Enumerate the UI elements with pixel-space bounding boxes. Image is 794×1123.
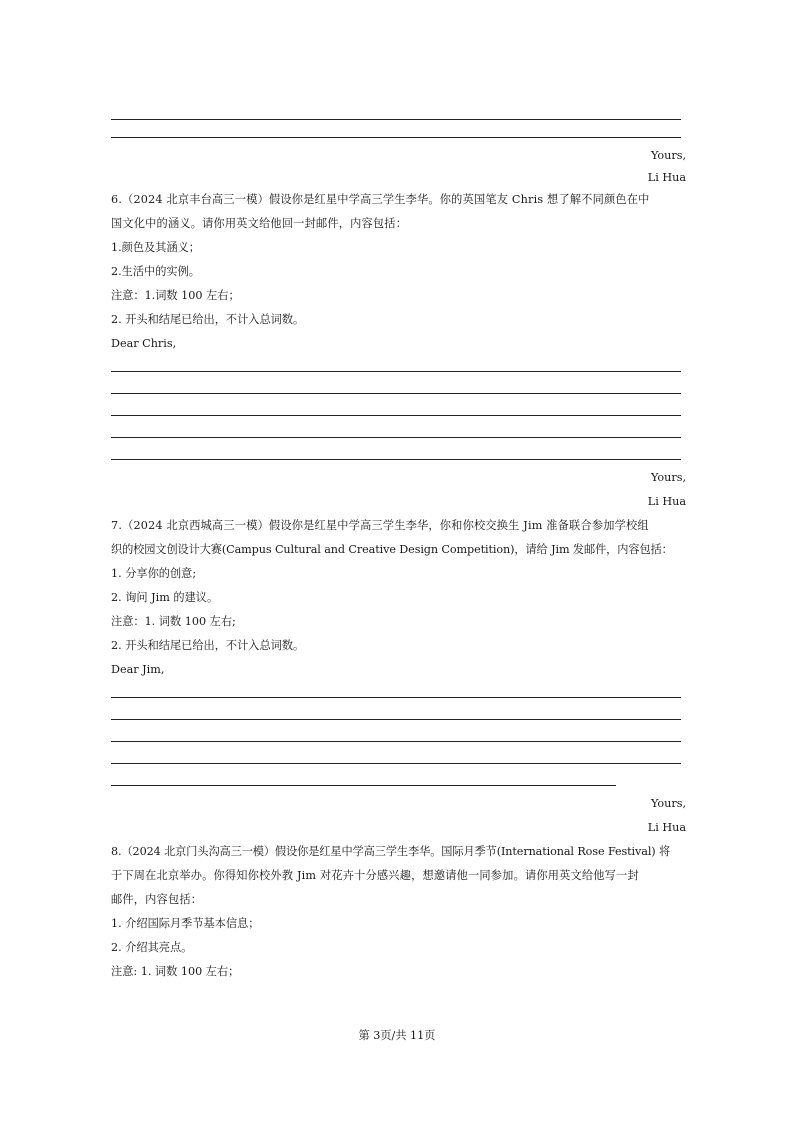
answer-line[interactable] — [111, 108, 686, 122]
question-prompt: 7.（2024 北京西城高三一模）假设你是红星中学高三学生李华，你和你校交换生 Jim 准备联合参加学校组 — [111, 519, 649, 532]
content-point: 1. 介绍国际月季节基本信息； — [111, 917, 260, 930]
answer-line[interactable] — [111, 122, 686, 144]
question-prompt: 国文化中的涵义。请你用英文给他回一封邮件，内容包括： — [111, 217, 408, 230]
content-point: 1. 分享你的创意; — [111, 567, 197, 580]
signature: Li Hua — [647, 821, 686, 834]
answer-line[interactable] — [111, 682, 686, 704]
page-content — [111, 108, 686, 984]
answer-line[interactable] — [111, 378, 686, 400]
note: 注意：1. 词数 100 左右; — [111, 615, 236, 628]
answer-line[interactable] — [111, 726, 686, 748]
closing: Yours, — [651, 149, 686, 162]
question-prompt: 6.（2024 北京丰台高三一模）假设你是红星中学高三学生李华。你的英国笔友 Chris 想了解不同颜色在中 — [111, 193, 650, 206]
question-8 — [111, 840, 686, 984]
salutation: Dear Chris, — [111, 337, 177, 350]
question-6 — [111, 188, 686, 514]
closing: Yours, — [651, 797, 686, 810]
note: 注意：1.词数 100 左右； — [111, 289, 240, 302]
note: 2. 开头和结尾已给出，不计入总词数。 — [111, 639, 305, 652]
question-prompt: 于下周在北京举办。你得知你校外教 Jim 对花卉十分感兴趣，想邀请他一同参加。请你用英文给他写一封 — [111, 869, 639, 882]
question-7 — [111, 514, 686, 840]
page-footer: 第 3页/共 11页 — [358, 1029, 436, 1042]
question-prompt: 织的校园文创设计大赛(Campus Cultural and Creative Design Competition)，请给 Jim 发邮件，内容包括： — [111, 543, 673, 556]
note: 2. 开头和结尾已给出，不计入总词数。 — [111, 313, 305, 326]
question-prompt: 邮件，内容包括： — [111, 893, 203, 906]
answer-line[interactable] — [111, 704, 686, 726]
answer-line[interactable] — [111, 444, 686, 466]
answer-line[interactable] — [111, 770, 686, 792]
answer-line[interactable] — [111, 422, 686, 444]
signature: Li Hua — [647, 495, 686, 508]
salutation: Dear Jim, — [111, 663, 165, 676]
question-prompt: 8.（2024 北京门头沟高三一模）假设你是红星中学高三学生李华。国际月季节(International Rose Festival) 将 — [111, 845, 671, 858]
answer-line[interactable] — [111, 748, 686, 770]
answer-line[interactable] — [111, 356, 686, 378]
answer-line[interactable] — [111, 400, 686, 422]
signature: Li Hua — [647, 171, 686, 184]
note: 注意: 1. 词数 100 左右； — [111, 965, 240, 978]
content-point: 2.生活中的实例。 — [111, 265, 200, 278]
content-point: 2. 介绍其亮点。 — [111, 941, 193, 954]
content-point: 1.颜色及其涵义； — [111, 241, 200, 254]
content-point: 2. 询问 Jim 的建议。 — [111, 591, 219, 604]
closing: Yours, — [651, 471, 686, 484]
